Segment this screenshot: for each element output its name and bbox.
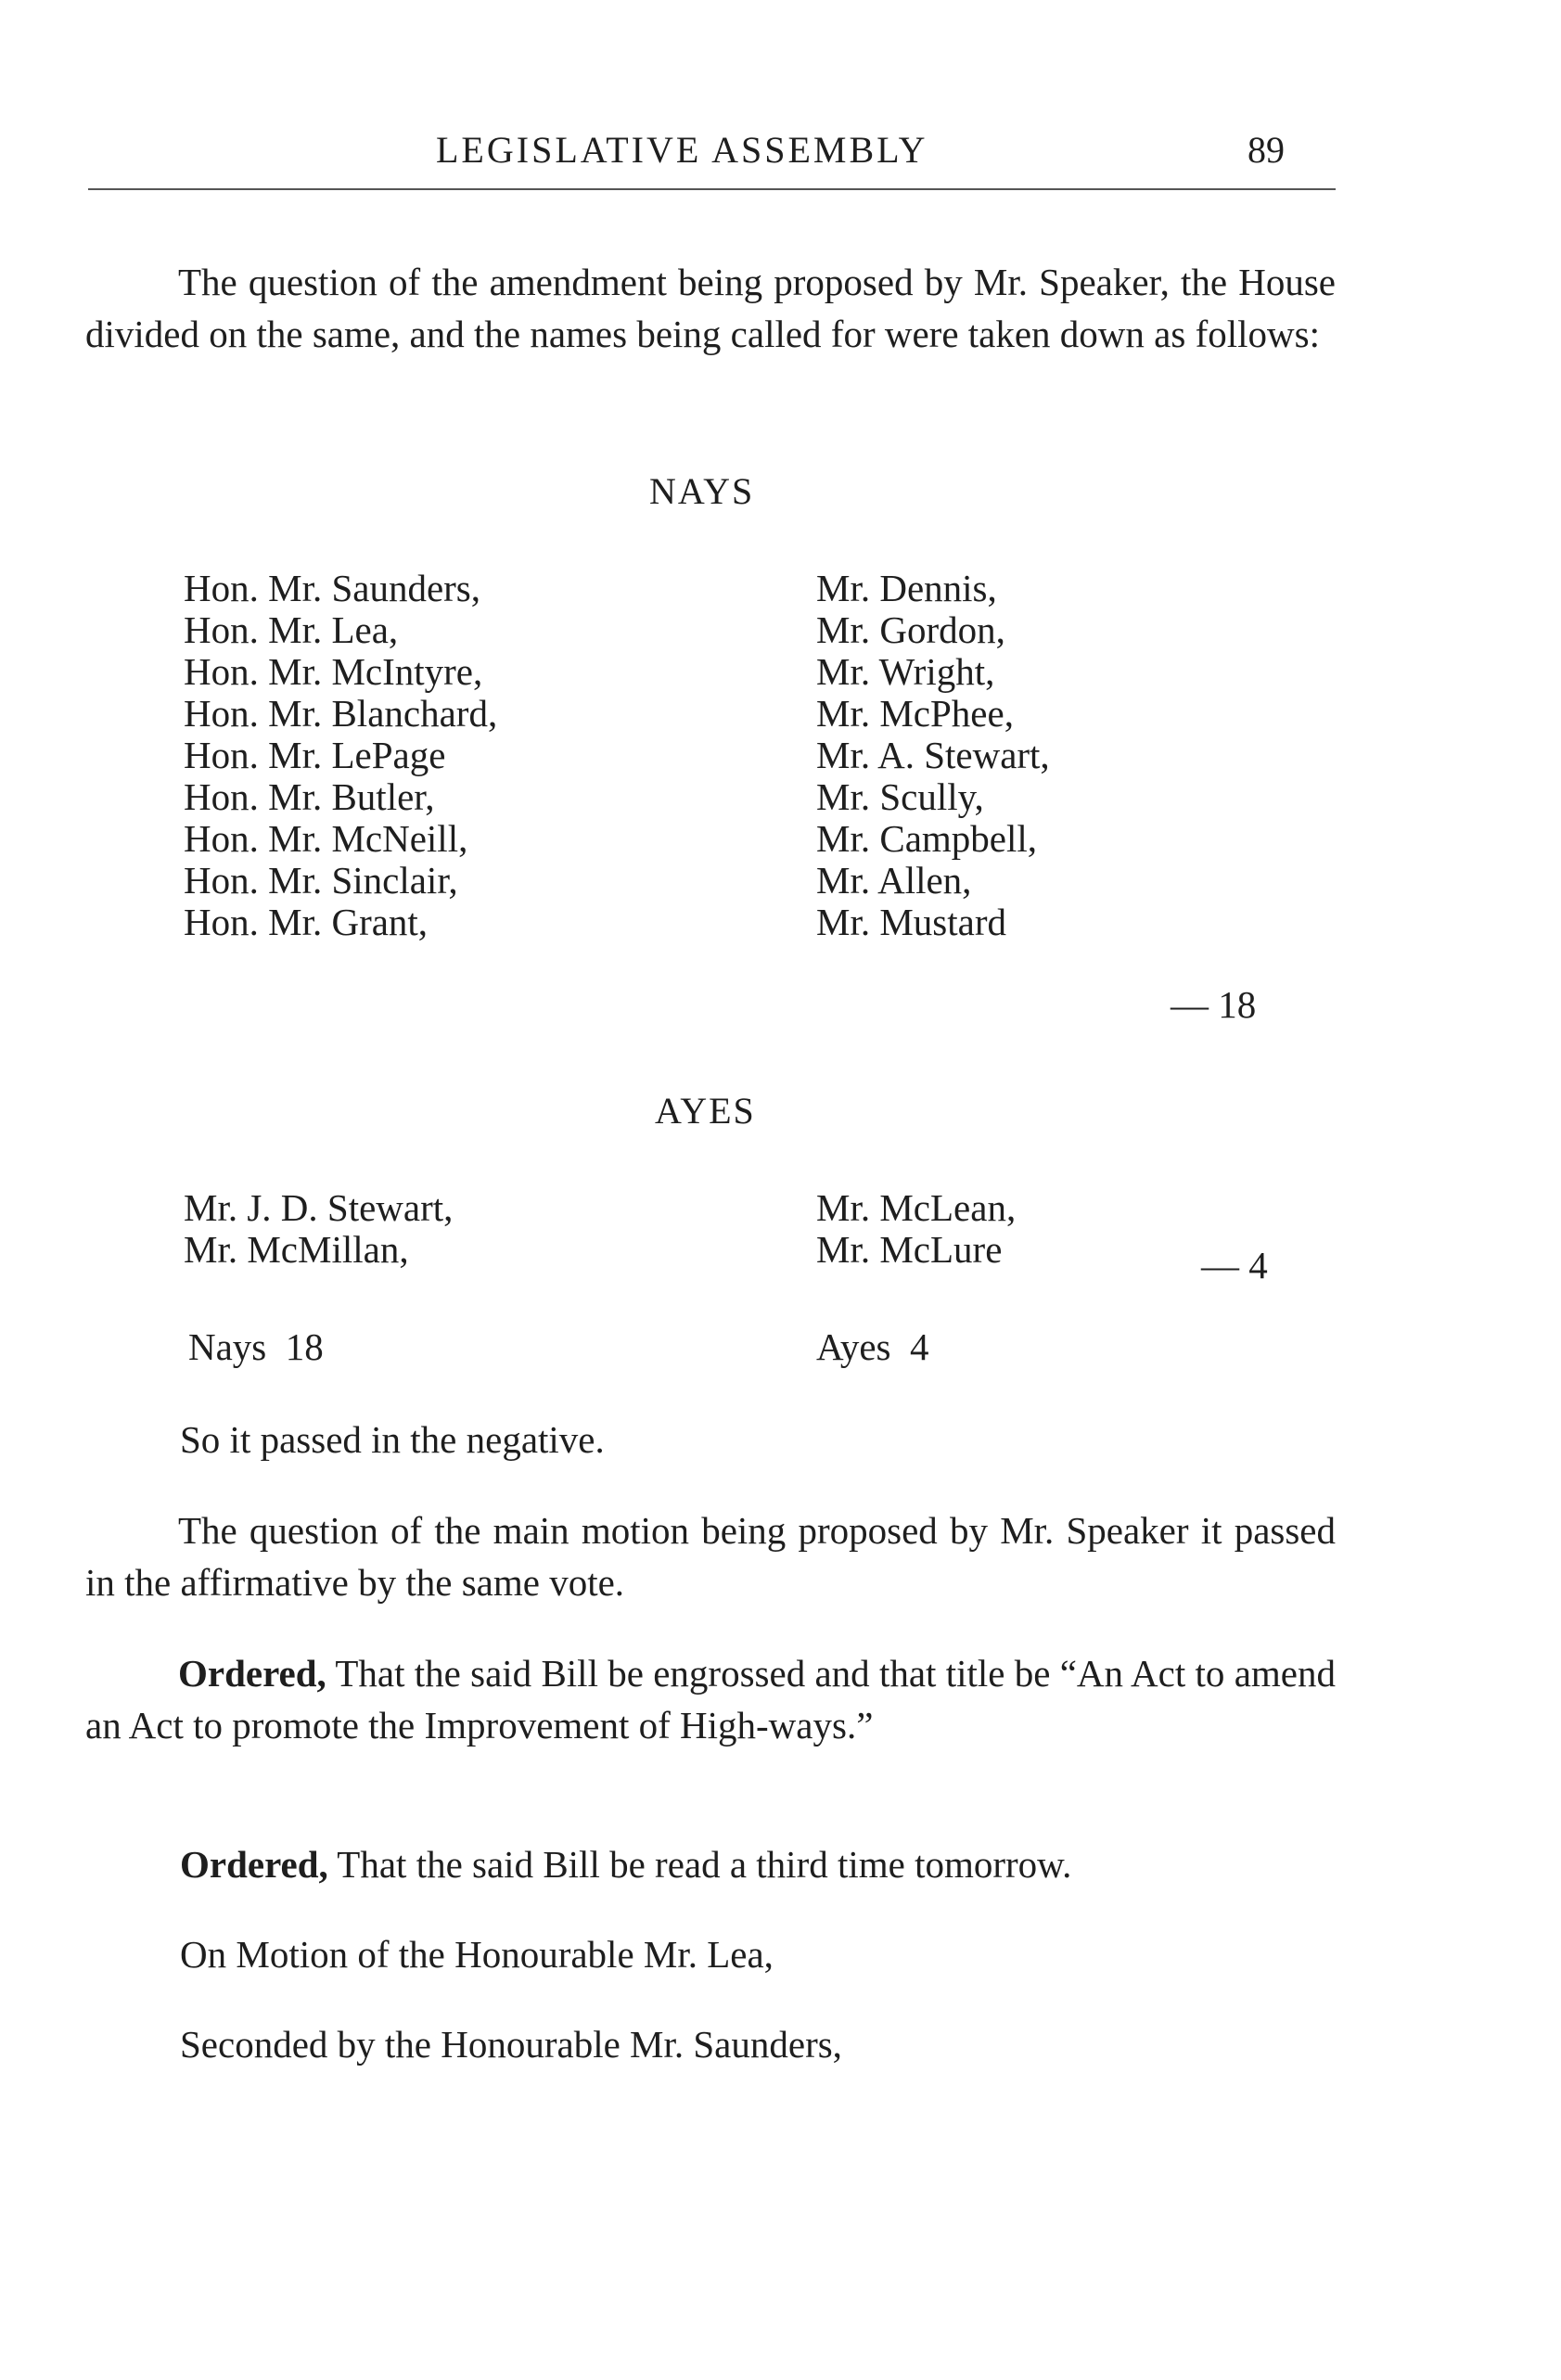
nays-name: Mr. Allen,	[816, 859, 972, 902]
nays-tally: Nays 18	[188, 1325, 324, 1368]
nays-heading: NAYS	[649, 470, 755, 512]
result-line: So it passed in the negative.	[180, 1418, 605, 1461]
nays-name: Mr. Campbell,	[816, 817, 1038, 860]
nays-name: Mr. Dennis,	[816, 567, 997, 609]
ayes-name: Mr. McLure	[816, 1228, 1003, 1271]
motion-line: On Motion of the Honourable Mr. Lea,	[180, 1933, 774, 1976]
order-paragraph-third-reading	[180, 1842, 1071, 1887]
nays-name: Hon. Mr. Butler,	[184, 775, 435, 818]
main-motion-paragraph: The question of the main motion being proposed by Mr. Speaker it passed in the affirmative by the same vote.	[85, 1509, 1336, 1604]
nays-name: Hon. Mr. Lea,	[184, 608, 399, 651]
ayes-name: Mr. J. D. Stewart,	[184, 1186, 454, 1229]
ayes-name: Mr. McLean,	[816, 1186, 1017, 1229]
nays-left-column	[184, 568, 497, 943]
ayes-tally: Ayes 4	[816, 1325, 929, 1368]
nays-name: Mr. Wright,	[816, 650, 995, 693]
ayes-heading: AYES	[655, 1090, 756, 1132]
nays-right-column	[816, 568, 1050, 943]
seconded-line: Seconded by the Honourable Mr. Saunders,	[180, 2023, 842, 2066]
nays-name: Hon. Mr. Grant,	[184, 901, 429, 943]
order-text: That the said Bill be engrossed and that title be “An Act to amend an Act to promote the Improvement of High-ways.”	[85, 1652, 1336, 1747]
page-number: 89	[1248, 129, 1285, 171]
nays-name: Mr. Scully,	[816, 775, 984, 818]
nays-name: Hon. Mr. Blanchard,	[184, 692, 498, 735]
nays-name: Mr. McPhee,	[816, 692, 1014, 735]
intro-paragraph: The question of the amendment being proposed by Mr. Speaker, the House divided on the same, and the names being called for were taken down as follows:	[85, 261, 1336, 355]
nays-name: Hon. Mr. McNeill,	[184, 817, 468, 860]
nays-total: — 18	[1171, 983, 1257, 1026]
nays-name: Hon. Mr. Sinclair,	[184, 859, 458, 902]
running-header-title: LEGISLATIVE ASSEMBLY	[436, 129, 928, 171]
nays-name: Mr. A. Stewart,	[816, 734, 1050, 776]
nays-name: Hon. Mr. LePage	[184, 734, 446, 776]
order-text: That the said Bill be read a third time tomorrow.	[327, 1843, 1072, 1886]
ayes-right-column	[816, 1187, 1016, 1271]
ayes-total: — 4	[1201, 1244, 1268, 1286]
ayes-name: Mr. McMillan,	[184, 1228, 409, 1271]
order-paragraph-engrossed	[85, 1647, 1336, 1751]
header-rule	[88, 188, 1336, 190]
nays-name: Hon. Mr. McIntyre,	[184, 650, 483, 693]
nays-name: Mr. Mustard	[816, 901, 1006, 943]
nays-name: Hon. Mr. Saunders,	[184, 567, 481, 609]
ayes-left-column	[184, 1187, 453, 1271]
ordered-label: Ordered,	[180, 1843, 328, 1886]
nays-name: Mr. Gordon,	[816, 608, 1005, 651]
ordered-label: Ordered,	[178, 1652, 326, 1695]
